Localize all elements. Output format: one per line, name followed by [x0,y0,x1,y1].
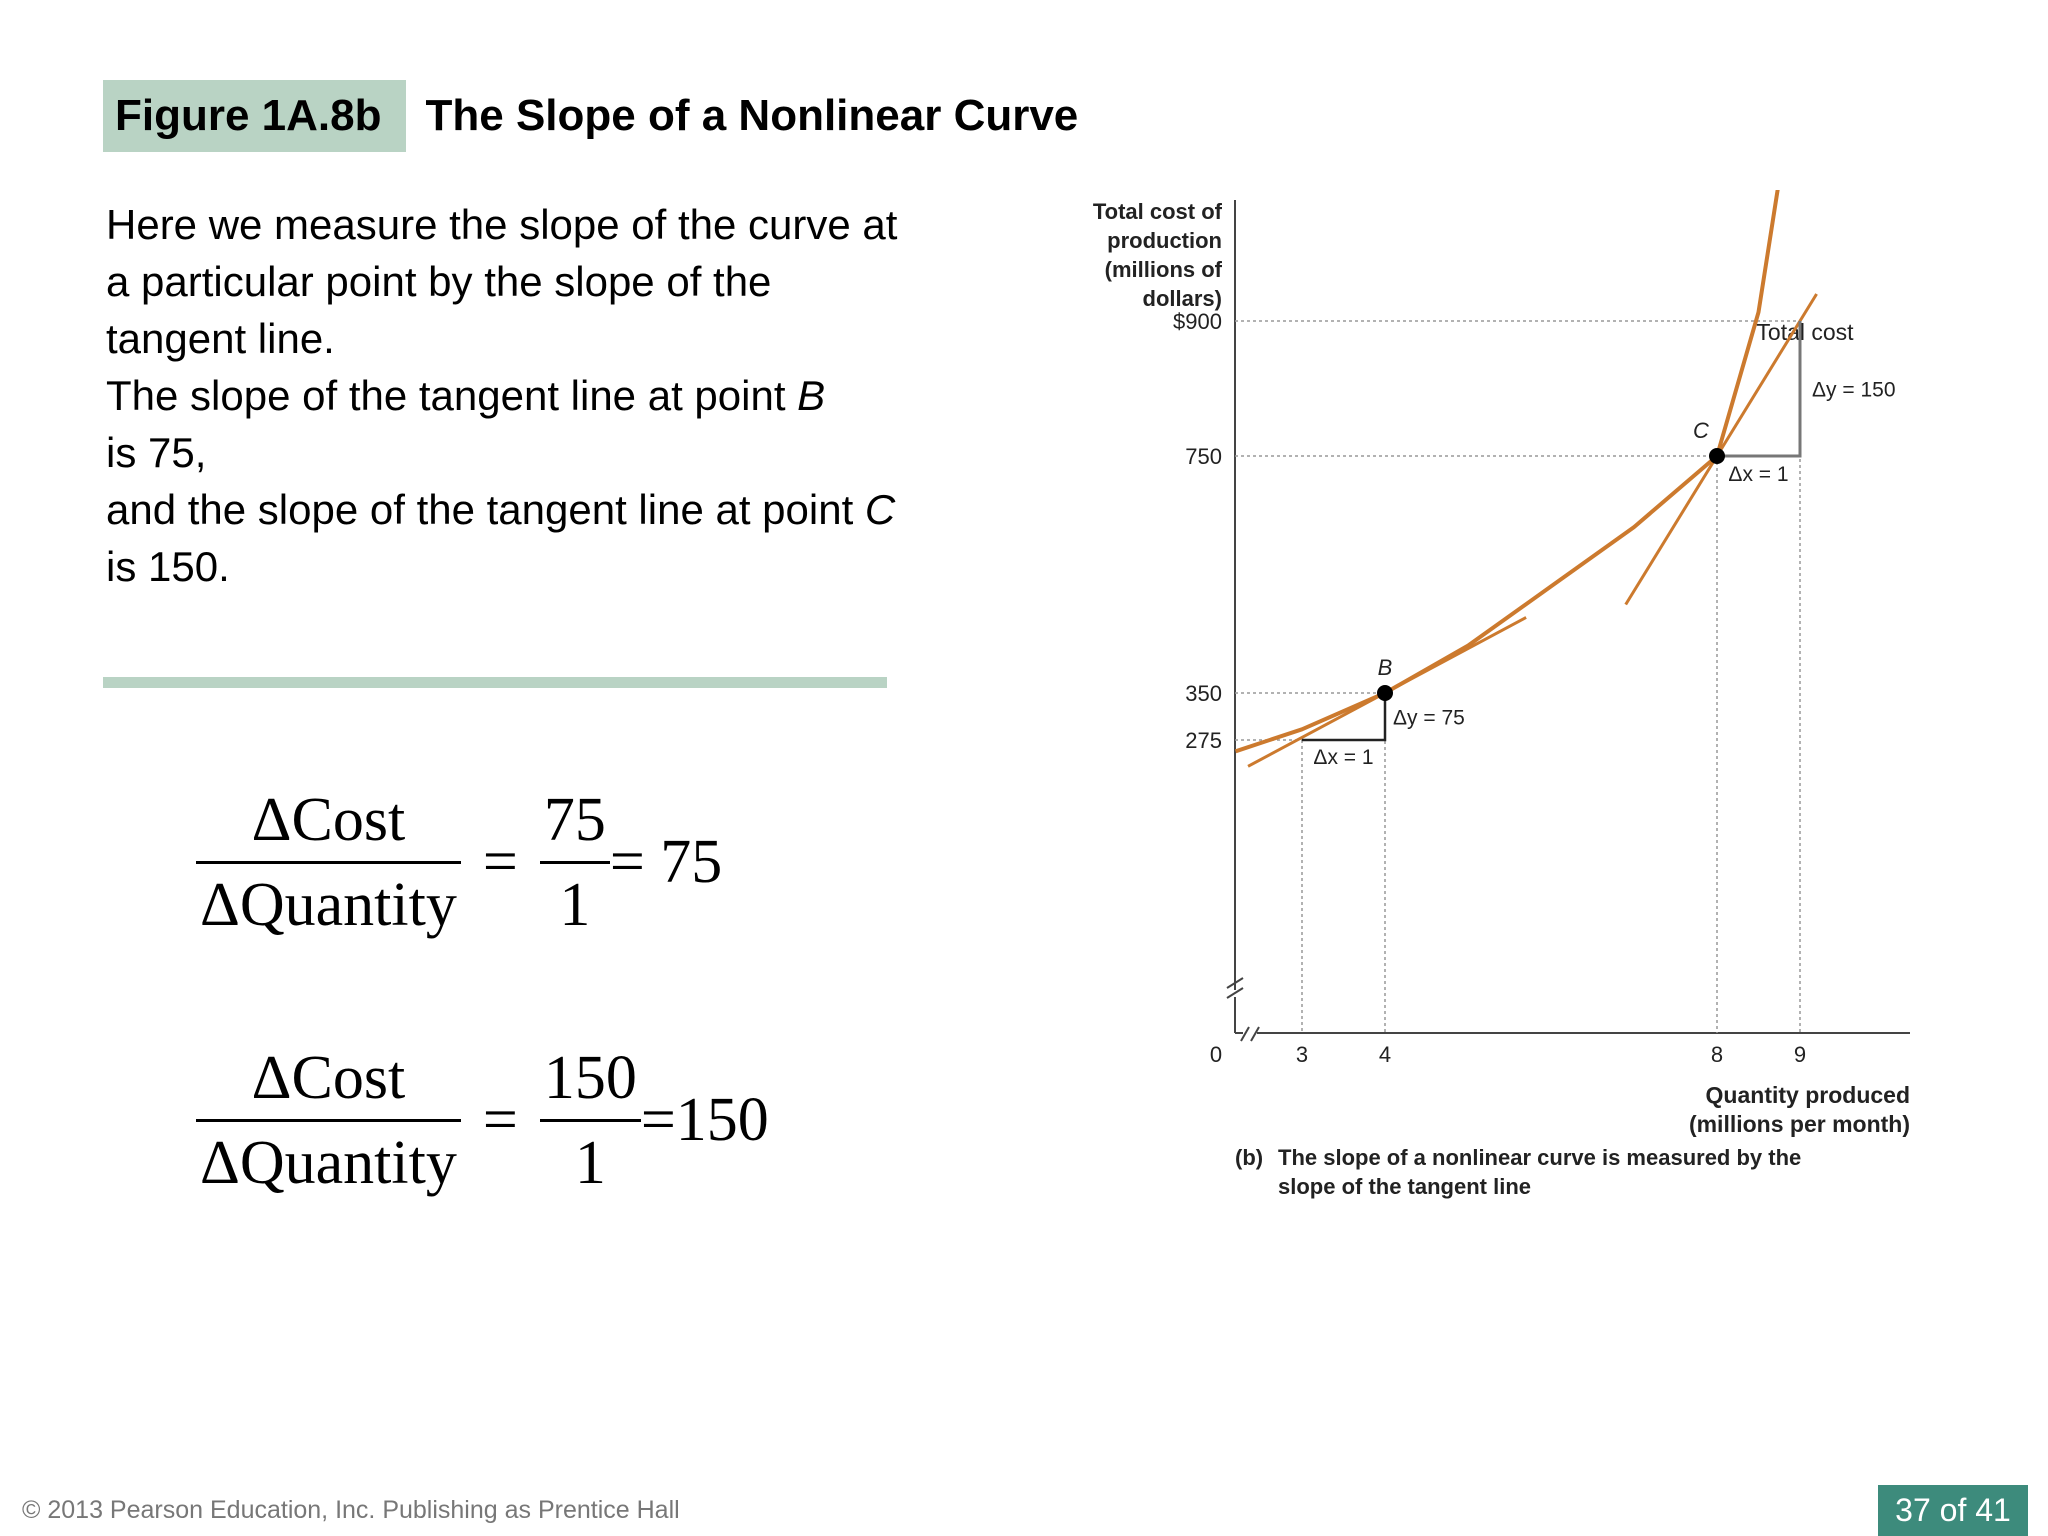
equation-1-numerator: ΔCost [251,786,406,854]
x-axis-label-line: (millions per month) [1688,1111,1910,1137]
equation-2-left-fraction [196,1043,461,1198]
equation-1-right-fraction [540,785,610,940]
x-tick-label: 8 [1710,1042,1724,1067]
x-axis-label-line: Quantity produced [1705,1082,1910,1108]
description-p3 [106,481,906,595]
y-tick-label: $900 [1173,309,1222,334]
x-tick-label: 4 [1378,1042,1392,1067]
point-b [1377,685,1393,701]
origin-label: 0 [1209,1042,1223,1067]
equation-1-result: = 75 [609,828,723,896]
x-tick-label: 3 [1295,1042,1309,1067]
equation-1-left-fraction [196,785,461,940]
equation-1-denominator: ΔQuantity [200,871,457,939]
equation-1-equals: = [482,828,518,896]
x-axis-break-mark [1241,1027,1259,1041]
point-label-b: B [1377,655,1393,680]
equation-2-result: =150 [640,1086,769,1154]
y-tick-label: 275 [1185,728,1222,753]
description-p3-before: and the slope of the tangent line at point [106,486,865,533]
equation-2-value-denominator: 1 [574,1129,606,1197]
slide-counter: 37 of 41 [1878,1485,2028,1536]
description-point-c: C [864,486,896,533]
caption-line: slope of the tangent line [1278,1174,1532,1199]
y-tick-label: 350 [1185,681,1222,706]
series-label-total-cost: Total cost [1756,319,1854,345]
point-label-c: C [1693,418,1709,443]
equation-1-value-numerator: 75 [543,786,606,854]
caption-tag: (b) [1235,1145,1264,1170]
description-p2-after: is 75, [106,429,207,476]
total-cost-chart [1060,190,1990,1210]
equation-1-value-denominator: 1 [559,871,591,939]
equation-2-equals: = [482,1086,518,1154]
figure-label: Figure 1A.8b [103,80,406,152]
y-axis-label-line: production [1107,228,1222,253]
title-bar [103,80,1078,152]
point-c [1709,448,1725,464]
equation-2 [196,1043,791,1198]
y-axis-label-line: dollars) [1142,286,1222,311]
description-p1: Here we measure the slope of the curve at a particular point by the slope of the tangent line. [106,201,898,362]
y-axis-label-line: Total cost of [1092,199,1222,224]
equation-2-numerator: ΔCost [251,1044,406,1112]
description-p2-before: The slope of the tangent line at point [106,372,798,419]
copyright-footer: © 2013 Pearson Education, Inc. Publishing as Prentice Hall [22,1496,680,1524]
page-title: The Slope of a Nonlinear Curve [425,91,1079,140]
equation-2-right-fraction [540,1043,641,1198]
description-p3-after: is 150. [106,543,230,590]
y-tick-label: 750 [1185,444,1222,469]
description-p2 [106,367,906,481]
caption-line: The slope of a nonlinear curve is measured by the [1278,1145,1802,1170]
divider-rule [103,677,887,688]
b-delta-y-label: Δy = 75 [1393,706,1465,730]
c-delta-y-label: Δy = 150 [1812,378,1896,402]
description [106,196,906,595]
y-axis-label-line: (millions of [1104,257,1222,282]
b-delta-x-label: Δx = 1 [1313,746,1374,769]
c-delta-x-label: Δx = 1 [1728,463,1789,486]
x-tick-label: 9 [1793,1042,1807,1067]
equation-2-value-numerator: 150 [543,1044,637,1112]
description-point-b: B [797,372,826,419]
equation-2-denominator: ΔQuantity [200,1129,457,1197]
equation-1 [196,785,744,940]
